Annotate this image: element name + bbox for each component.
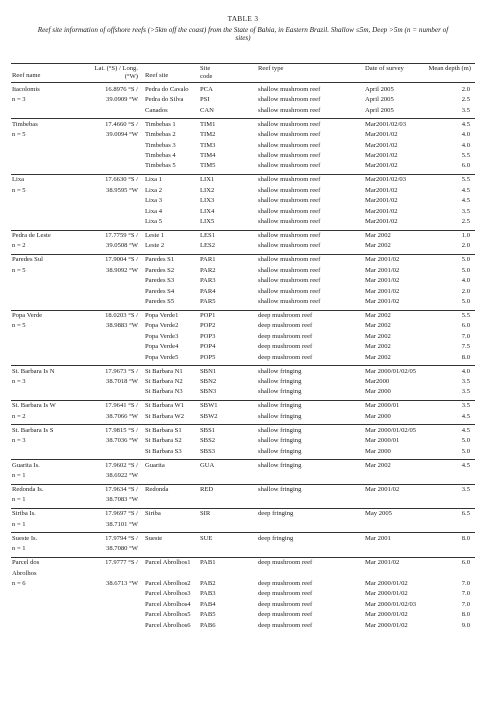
longitude: 38.6922 °W — [106, 472, 138, 479]
longitude: 39.0094 °W — [106, 131, 138, 139]
site-code: PCA — [200, 86, 213, 93]
longitude: 38.7080 °W — [106, 545, 138, 553]
reef-type: shallow fringing — [258, 447, 302, 455]
site-code: PAB2 — [200, 580, 216, 587]
survey-date: Mar 2000/01/02 — [365, 611, 408, 619]
reef-type: deep mushroom reef — [258, 621, 313, 629]
reef-name: Itacolomis — [12, 86, 40, 93]
reef-type: deep mushroom reef — [258, 312, 313, 319]
latitude: 17.9634 °S / — [105, 486, 138, 493]
site-code: LIX2 — [200, 186, 215, 194]
group-divider — [11, 508, 475, 509]
reef-type: shallow mushroom reef — [258, 287, 321, 295]
group-divider — [11, 484, 475, 485]
reef-type: shallow fringing — [258, 461, 302, 469]
survey-date: Mar 2001/02 — [365, 559, 400, 567]
survey-date: Mar2001/02 — [365, 131, 398, 139]
mean-depth: 7.0 — [461, 600, 470, 608]
reef-type: deep mushroom reef — [258, 353, 313, 361]
reef-name-cont: Abrolhos — [12, 569, 37, 577]
survey-date: Mar 2001/02 — [365, 277, 400, 285]
reef-n: n = 1 — [12, 472, 26, 479]
survey-date: Mar 2000 — [365, 447, 391, 455]
survey-date: Mar2001/02 — [365, 152, 398, 159]
mean-depth: 4.5 — [461, 197, 470, 205]
reef-name: Pedra de Leste — [12, 232, 51, 239]
reef-site: St Barbara S3 — [145, 447, 182, 455]
mean-depth: 5.0 — [461, 256, 470, 264]
survey-date: Mar 2002 — [365, 343, 391, 351]
mean-depth: 2.5 — [461, 218, 470, 225]
survey-date: Mar2001/02/03 — [365, 120, 407, 128]
reef-site: St Barbara W1 — [145, 402, 185, 410]
reef-site: Parcel Abrolhos5 — [145, 611, 191, 619]
mean-depth: 1.0 — [461, 232, 470, 239]
group-divider — [11, 459, 475, 460]
mean-depth: 6.0 — [461, 322, 470, 330]
reef-name: Lixa — [12, 176, 25, 184]
reef-site: Pedra do Cavalo — [145, 86, 189, 93]
reef-site: Paredes S4 — [145, 287, 175, 295]
reef-n: n = 2 — [12, 412, 26, 420]
reef-type: shallow mushroom reef — [258, 162, 321, 170]
reef-site: Lixa 1 — [145, 176, 163, 184]
survey-date: Mar 2002 — [365, 332, 391, 340]
reef-type: shallow fringing — [258, 412, 302, 420]
site-code: POP2 — [200, 322, 216, 330]
reef-type: shallow mushroom reef — [258, 298, 321, 305]
longitude: 38.7101 °W — [106, 520, 138, 528]
mean-depth: 5.5 — [461, 176, 470, 184]
reef-type: deep mushroom reef — [258, 600, 313, 608]
mean-depth: 9.0 — [461, 621, 470, 629]
site-code: GUA — [200, 461, 215, 469]
longitude: 38.9595 °W — [106, 186, 138, 194]
mean-depth: 4.5 — [461, 412, 470, 420]
reef-type: deep fringing — [258, 534, 294, 542]
survey-date: Mar 2002 — [365, 461, 391, 469]
reef-site: St Barbara S1 — [145, 426, 182, 434]
reef-type: shallow mushroom reef — [258, 141, 321, 149]
mean-depth: 5.0 — [461, 298, 470, 305]
survey-date: Mar2001/02 — [365, 186, 398, 194]
reef-type: shallow mushroom reef — [258, 197, 321, 205]
site-code: LES1 — [200, 232, 216, 239]
latitude: 18.0203 °S / — [105, 312, 138, 319]
reef-n: n = 2 — [12, 242, 26, 250]
reef-site: Parcel Abrolhos2 — [145, 580, 191, 587]
site-code: POP1 — [200, 312, 216, 319]
reef-name: Redonda Is. — [12, 486, 44, 493]
reef-type: shallow mushroom reef — [258, 256, 321, 264]
mean-depth: 3.5 — [461, 402, 470, 410]
longitude: 39.0909 °W — [106, 96, 138, 104]
survey-date: April 2005 — [365, 106, 394, 114]
site-code: SUE — [200, 534, 213, 542]
survey-date: Mar 2000/01/02 — [365, 580, 408, 587]
longitude: 38.7018 °W — [106, 378, 138, 385]
table-label: TABLE 3 — [227, 15, 259, 23]
site-code: PAB1 — [200, 559, 216, 567]
longitude: 39.0508 °W — [106, 242, 138, 250]
reef-type: deep mushroom reef — [258, 590, 313, 598]
header-reef-type: Reef type — [258, 65, 284, 72]
reef-type: shallow fringing — [258, 426, 302, 434]
reef-n: n = 5 — [12, 186, 26, 194]
survey-date: May 2005 — [365, 510, 392, 518]
reef-site: Timbebas 4 — [145, 152, 176, 159]
survey-date: Mar 2000/01/02/05 — [365, 426, 417, 434]
reef-type: shallow mushroom reef — [258, 277, 321, 285]
reef-type: shallow mushroom reef — [258, 131, 321, 139]
header-latlong: Lat. (°S) / Long. (°W) — [94, 65, 138, 80]
mean-depth: 5.5 — [461, 312, 470, 319]
mean-depth: 4.5 — [461, 120, 470, 128]
longitude: 38.9092 °W — [106, 266, 138, 274]
reef-type: shallow mushroom reef — [258, 186, 321, 194]
mean-depth: 3.5 — [461, 106, 470, 114]
reef-type: deep mushroom reef — [258, 332, 313, 340]
reef-site: Parcel Abrolhos6 — [145, 621, 191, 629]
survey-date: Mar 2002 — [365, 242, 391, 250]
header-site-code: Site code — [200, 65, 213, 80]
reef-name: Popa Verde — [12, 312, 43, 319]
reef-name: Parcel dos — [12, 559, 40, 567]
reef-site: Canados — [145, 106, 168, 114]
survey-date: Mar 2000 — [365, 388, 391, 396]
survey-date: Mar 2002 — [365, 322, 391, 330]
longitude: 38.9883 °W — [106, 322, 138, 330]
site-code: SBS3 — [200, 447, 216, 455]
reef-site: Guarita — [145, 461, 165, 469]
site-code: LIX1 — [200, 176, 215, 184]
reef-n: n = 5 — [12, 266, 26, 274]
reef-n: n = 3 — [12, 96, 26, 104]
survey-date: April 2005 — [365, 96, 394, 104]
mean-depth: 4.5 — [461, 461, 470, 469]
reef-site: Timbebas 5 — [145, 162, 176, 170]
latitude: 17.9004 °S / — [105, 256, 138, 264]
reef-site: Leste 2 — [145, 242, 165, 250]
site-code: PSI — [200, 96, 210, 104]
reef-site: Timbebas 2 — [145, 131, 176, 139]
site-code: TIM1 — [200, 120, 216, 128]
reef-n: n = 1 — [12, 545, 26, 553]
reef-type: deep mushroom reef — [258, 559, 313, 567]
mean-depth: 5.5 — [461, 152, 470, 159]
mean-depth: 4.5 — [461, 186, 470, 194]
survey-date: Mar2001/02 — [365, 162, 398, 170]
reef-site: St Barbara W2 — [145, 412, 185, 420]
header-reef-name: Reef name — [12, 72, 41, 79]
survey-date: Mar 2002 — [365, 353, 391, 361]
site-code: LES2 — [200, 242, 216, 250]
mean-depth: 6.0 — [461, 162, 470, 170]
latitude: 17.9777 °S / — [105, 559, 138, 567]
header-top-rule — [11, 63, 475, 64]
group-divider — [11, 118, 475, 119]
mean-depth: 3.5 — [461, 207, 470, 215]
reef-site: Parcel Abrolhos4 — [145, 600, 191, 608]
reef-n: n = 3 — [12, 378, 26, 385]
reef-site: Redonda — [145, 486, 169, 493]
survey-date: Mar 2000/01 — [365, 402, 400, 410]
mean-depth: 8.0 — [461, 353, 470, 361]
reef-n: n = 6 — [12, 580, 26, 587]
reef-type: deep mushroom reef — [258, 343, 313, 351]
header-date: Date of survey — [365, 65, 404, 72]
survey-date: Mar2001/02 — [365, 218, 398, 225]
site-code: PAB4 — [200, 600, 216, 608]
mean-depth: 2.5 — [461, 96, 470, 104]
latitude: 16.8976 °S / — [105, 86, 138, 93]
reef-site: Pedra do Silva — [145, 96, 184, 104]
reef-type: deep mushroom reef — [258, 322, 313, 330]
reef-type: shallow mushroom reef — [258, 152, 321, 159]
survey-date: Mar 2000 — [365, 412, 391, 420]
latitude: 17.9602 °S / — [105, 461, 138, 469]
mean-depth: 6.0 — [461, 559, 470, 567]
reef-site: St Barbara N1 — [145, 367, 183, 375]
site-code: SIR — [200, 510, 211, 518]
site-code: CAN — [200, 106, 214, 114]
site-code: LIX3 — [200, 197, 215, 205]
reef-site: Lixa 2 — [145, 186, 163, 194]
reef-site: Popa Verde1 — [145, 312, 179, 319]
mean-depth: 7.5 — [461, 343, 470, 351]
group-divider — [11, 174, 475, 175]
group-divider — [11, 532, 475, 533]
site-code: POP3 — [200, 332, 216, 340]
survey-date: Mar 2001/02 — [365, 266, 400, 274]
longitude: 38.7036 °W — [106, 437, 138, 445]
site-code: POP5 — [200, 353, 216, 361]
reef-type: shallow fringing — [258, 486, 302, 493]
survey-date: Mar2001/02 — [365, 141, 398, 149]
survey-date: Mar 2001/02 — [365, 486, 400, 493]
site-code: PAR1 — [200, 256, 216, 264]
reef-type: shallow mushroom reef — [258, 242, 321, 250]
reef-site: Timbebas 1 — [145, 120, 176, 128]
mean-depth: 2.0 — [461, 86, 470, 93]
site-code: SBS1 — [200, 426, 216, 434]
reef-n: n = 1 — [12, 520, 26, 528]
reef-site: Paredes S2 — [145, 266, 175, 274]
site-code: PAR2 — [200, 266, 216, 274]
reef-name: Paredes Sul — [12, 256, 43, 264]
longitude: 38.6713 °W — [106, 580, 138, 587]
mean-depth: 3.5 — [461, 388, 470, 396]
survey-date: Mar2000 — [365, 378, 390, 385]
survey-date: April 2005 — [365, 86, 394, 93]
survey-date: Mar 2001/02 — [365, 287, 400, 295]
survey-date: Mar 2001 — [365, 534, 391, 542]
reef-site: St Barbara N2 — [145, 378, 183, 385]
reef-name: Siriba Is. — [12, 510, 36, 518]
survey-date: Mar2001/02/03 — [365, 176, 407, 184]
reef-type: shallow fringing — [258, 402, 302, 410]
survey-date: Mar 2000/01/02 — [365, 590, 408, 598]
reef-type: shallow mushroom reef — [258, 86, 321, 93]
reef-site: Popa Verde3 — [145, 332, 179, 340]
reef-type: shallow mushroom reef — [258, 96, 321, 104]
header-bottom-rule — [11, 82, 475, 83]
reef-name: St. Barbara Is S — [12, 426, 54, 434]
mean-depth: 3.5 — [461, 378, 470, 385]
reef-n: n = 3 — [12, 437, 26, 445]
survey-date: Mar 2000/01/02 — [365, 621, 408, 629]
site-code: SBW2 — [200, 412, 218, 420]
table-caption: Reef site information of offshore reefs (>5km off the coast) from the State of Bahia, in Eastern Brazil. Shallow ≤5m, Deep >5m (n = number of sites) — [37, 26, 449, 43]
site-code: PAR5 — [200, 298, 216, 305]
reef-site: Popa Verde5 — [145, 353, 179, 361]
reef-site: Parcel Abrolhos1 — [145, 559, 191, 567]
reef-type: shallow mushroom reef — [258, 266, 321, 274]
reef-type: shallow fringing — [258, 437, 302, 445]
reef-n: n = 5 — [12, 322, 26, 330]
site-code: PAB5 — [200, 611, 216, 619]
latitude: 17.7759 °S / — [105, 232, 138, 239]
reef-type: shallow mushroom reef — [258, 176, 321, 184]
mean-depth: 6.5 — [461, 510, 470, 518]
site-code: LIX4 — [200, 207, 215, 215]
site-code: PAB6 — [200, 621, 216, 629]
survey-date: Mar 2002 — [365, 232, 391, 239]
reef-type: deep mushroom reef — [258, 611, 313, 619]
mean-depth: 4.0 — [461, 141, 470, 149]
mean-depth: 4.0 — [461, 367, 470, 375]
survey-date: Mar 2000/01 — [365, 437, 400, 445]
survey-date: Mar2001/02 — [365, 197, 398, 205]
mean-depth: 5.0 — [461, 437, 470, 445]
reef-type: shallow fringing — [258, 378, 302, 385]
reef-n: n = 1 — [12, 496, 26, 504]
survey-date: Mar 2000/01/02/05 — [365, 367, 417, 375]
reef-site: Leste 1 — [145, 232, 165, 239]
reef-type: deep fringing — [258, 510, 294, 518]
site-code: TIM3 — [200, 141, 216, 149]
reef-site: St Barbara S2 — [145, 437, 182, 445]
group-divider — [11, 557, 475, 558]
reef-name: St. Barbara Is N — [12, 367, 55, 375]
longitude: 38.7083 °W — [106, 496, 138, 504]
latitude: 17.9815 °S / — [105, 426, 138, 434]
mean-depth: 4.0 — [461, 277, 470, 285]
group-divider — [11, 400, 475, 401]
reef-n: n = 5 — [12, 131, 26, 139]
group-divider — [11, 254, 475, 255]
mean-depth: 7.0 — [461, 580, 470, 587]
latitude: 17.6630 °S / — [105, 176, 138, 184]
site-code: SBN3 — [200, 388, 217, 396]
mean-depth: 8.0 — [461, 611, 470, 619]
site-code: TIM5 — [200, 162, 216, 170]
survey-date: Mar 2001/02 — [365, 256, 400, 264]
reef-type: shallow fringing — [258, 388, 302, 396]
reef-site: Paredes S5 — [145, 298, 175, 305]
reef-site: Parcel Abrolhos3 — [145, 590, 191, 598]
reef-type: shallow mushroom reef — [258, 232, 321, 239]
latitude: 17.4660 °S / — [105, 120, 138, 128]
reef-site: Paredes S1 — [145, 256, 175, 264]
mean-depth: 2.0 — [461, 287, 470, 295]
latitude: 17.9641 °S / — [105, 402, 138, 410]
reef-name: Guarita Is. — [12, 461, 40, 469]
reef-type: shallow mushroom reef — [258, 120, 321, 128]
mean-depth: 5.0 — [461, 266, 470, 274]
header-reef-site: Reef site — [145, 72, 169, 79]
reef-type: shallow mushroom reef — [258, 218, 321, 225]
mean-depth: 8.0 — [461, 534, 470, 542]
header-depth: Mean depth (m) — [428, 65, 471, 72]
latitude: 17.9673 °S / — [105, 367, 138, 375]
site-code: LIX5 — [200, 218, 215, 225]
reef-site: Timbebas 3 — [145, 141, 176, 149]
latitude: 17.9794 °S / — [105, 534, 138, 542]
reef-site: Lixa 3 — [145, 197, 163, 205]
reef-type: shallow mushroom reef — [258, 106, 321, 114]
survey-date: Mar 2002 — [365, 312, 391, 319]
site-code: SBW1 — [200, 402, 218, 410]
survey-date: Mar 2001/02 — [365, 298, 400, 305]
group-divider — [11, 365, 475, 366]
reef-name: Sueste Is. — [12, 534, 38, 542]
site-code: SBN1 — [200, 367, 217, 375]
reef-site: Paredes S3 — [145, 277, 175, 285]
longitude: 38.7066 °W — [106, 412, 138, 420]
reef-type: shallow fringing — [258, 367, 302, 375]
mean-depth: 4.5 — [461, 426, 470, 434]
reef-site: Popa Verde4 — [145, 343, 179, 351]
latitude: 17.9697 °S / — [105, 510, 138, 518]
survey-date: Mar 2000/01/02/03 — [365, 600, 417, 608]
reef-site: Siriba — [145, 510, 161, 518]
group-divider — [11, 230, 475, 231]
mean-depth: 7.0 — [461, 590, 470, 598]
mean-depth: 7.0 — [461, 332, 470, 340]
site-code: TIM4 — [200, 152, 216, 159]
site-code: RED — [200, 486, 214, 493]
reef-site: Popa Verde2 — [145, 322, 179, 330]
reef-site: Lixa 4 — [145, 207, 163, 215]
mean-depth: 4.0 — [461, 131, 470, 139]
site-code: TIM2 — [200, 131, 216, 139]
reef-site: Lixa 5 — [145, 218, 163, 225]
mean-depth: 2.0 — [461, 242, 470, 250]
group-divider — [11, 424, 475, 425]
group-divider — [11, 310, 475, 311]
mean-depth: 3.5 — [461, 486, 470, 493]
reef-site: Sueste — [145, 534, 163, 542]
reef-site: St Barbara N3 — [145, 388, 183, 396]
survey-date: Mar2001/02 — [365, 207, 398, 215]
reef-type: shallow mushroom reef — [258, 207, 321, 215]
reef-type: deep mushroom reef — [258, 580, 313, 587]
site-code: SBN2 — [200, 378, 217, 385]
reef-name: Timbebas — [12, 120, 38, 128]
site-code: PAR4 — [200, 287, 216, 295]
site-code: POP4 — [200, 343, 216, 351]
site-code: PAR3 — [200, 277, 216, 285]
site-code: SBS2 — [200, 437, 216, 445]
site-code: PAB3 — [200, 590, 216, 598]
reef-name: St. Barbara Is W — [12, 402, 56, 410]
mean-depth: 5.0 — [461, 447, 470, 455]
